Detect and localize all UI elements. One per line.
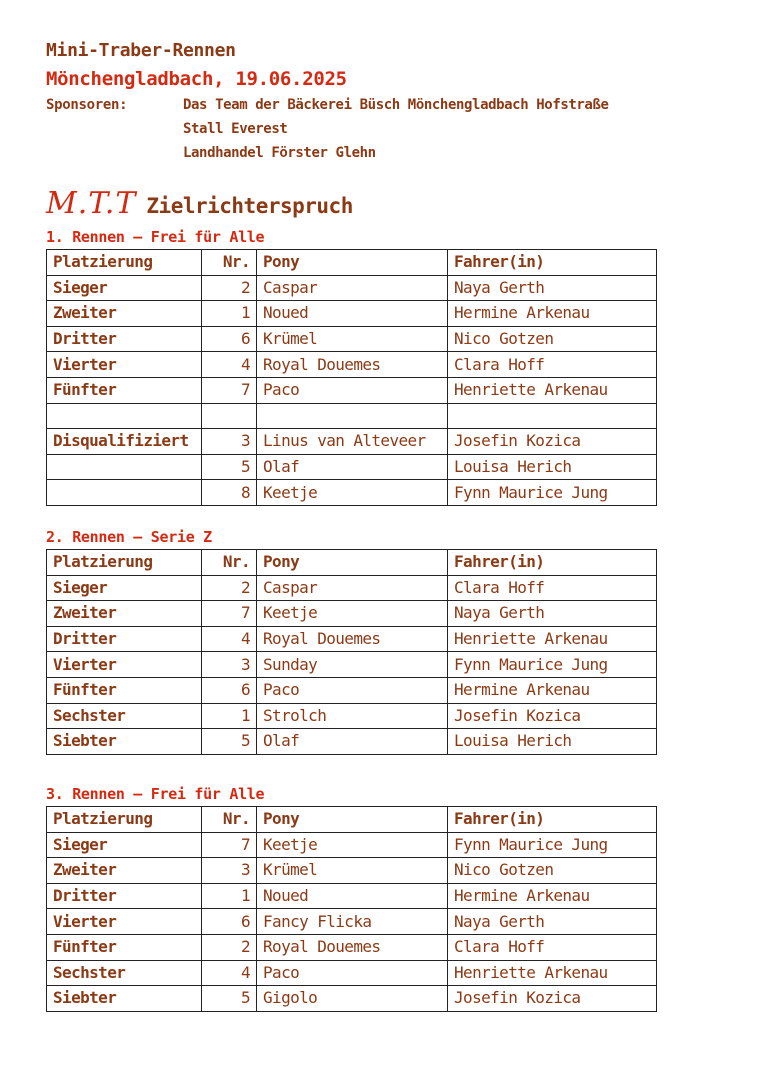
section-heading — [46, 186, 353, 221]
race-2-table — [46, 549, 657, 755]
driver-cell: Hermine Arkenau — [448, 677, 657, 703]
pony-cell: Strolch — [257, 703, 448, 729]
sponsor-line-3: Landhandel Förster Glehn — [183, 145, 376, 161]
placement-cell: Dritter — [47, 883, 202, 909]
table-row — [47, 986, 657, 1012]
placement-cell: Zweiter — [47, 858, 202, 884]
table-row — [47, 326, 657, 352]
driver-cell: Fynn Maurice Jung — [448, 832, 657, 858]
pony-cell: Caspar — [257, 275, 448, 301]
placement-cell: Sieger — [47, 275, 202, 301]
placement-cell: Sieger — [47, 832, 202, 858]
table-row — [47, 403, 657, 429]
driver-cell: Louisa Herich — [448, 729, 657, 755]
driver-cell: Fynn Maurice Jung — [448, 480, 657, 506]
column-header-platzierung: Platzierung — [47, 550, 202, 576]
mtt-logo: M.T.T — [46, 186, 137, 221]
table-row — [47, 275, 657, 301]
driver-cell — [448, 403, 657, 429]
placement-cell: Fünfter — [47, 377, 202, 403]
sponsor-line-1: Das Team der Bäckerei Büsch Mönchengladbach Hofstraße — [183, 97, 609, 113]
race-1-table — [46, 249, 657, 506]
table-row — [47, 626, 657, 652]
driver-cell: Henriette Arkenau — [448, 960, 657, 986]
driver-cell: Josefin Kozica — [448, 703, 657, 729]
placement-cell: Disqualifiziert — [47, 429, 202, 455]
table-header-row — [47, 807, 657, 833]
pony-cell: Linus van Alteveer — [257, 429, 448, 455]
pony-cell: Royal Douemes — [257, 352, 448, 378]
driver-cell: Clara Hoff — [448, 575, 657, 601]
number-cell: 1 — [202, 883, 257, 909]
pony-cell — [257, 403, 448, 429]
number-cell: 2 — [202, 575, 257, 601]
placement-cell: Fünfter — [47, 934, 202, 960]
driver-cell: Nico Gotzen — [448, 326, 657, 352]
race-1-title: 1. Rennen – Frei für Alle — [46, 228, 265, 246]
placement-cell: Siebter — [47, 729, 202, 755]
placement-cell: Vierter — [47, 352, 202, 378]
table-row — [47, 832, 657, 858]
pony-cell: Gigolo — [257, 986, 448, 1012]
driver-cell: Henriette Arkenau — [448, 626, 657, 652]
column-header-pony: Pony — [257, 807, 448, 833]
race-3-table — [46, 806, 657, 1012]
placement-cell — [47, 480, 202, 506]
table-row — [47, 575, 657, 601]
number-cell: 3 — [202, 652, 257, 678]
placement-cell: Sechster — [47, 703, 202, 729]
table-row — [47, 601, 657, 627]
number-cell: 3 — [202, 858, 257, 884]
pony-cell: Krümel — [257, 858, 448, 884]
placement-cell: Fünfter — [47, 677, 202, 703]
column-header-platzierung: Platzierung — [47, 250, 202, 276]
number-cell: 5 — [202, 454, 257, 480]
document-title: Mini-Traber-Rennen — [46, 40, 236, 61]
placement-cell: Siebter — [47, 986, 202, 1012]
number-cell: 6 — [202, 677, 257, 703]
pony-cell: Keetje — [257, 480, 448, 506]
placement-cell: Dritter — [47, 626, 202, 652]
pony-cell: Caspar — [257, 575, 448, 601]
placement-cell: Zweiter — [47, 601, 202, 627]
placement-cell: Vierter — [47, 909, 202, 935]
table-row — [47, 480, 657, 506]
sponsor-line-2: Stall Everest — [183, 121, 288, 137]
placement-cell — [47, 454, 202, 480]
driver-cell: Louisa Herich — [448, 454, 657, 480]
pony-cell: Fancy Flicka — [257, 909, 448, 935]
pony-cell: Royal Douemes — [257, 934, 448, 960]
number-cell: 4 — [202, 960, 257, 986]
table-row — [47, 858, 657, 884]
column-header-fahrer: Fahrer(in) — [448, 550, 657, 576]
pony-cell: Olaf — [257, 729, 448, 755]
race-2-title: 2. Rennen – Serie Z — [46, 528, 212, 546]
section-heading-text: Zielrichterspruch — [146, 194, 353, 218]
number-cell: 8 — [202, 480, 257, 506]
table-row — [47, 377, 657, 403]
table-row — [47, 883, 657, 909]
placement-cell: Sechster — [47, 960, 202, 986]
column-header-nr: Nr. — [202, 250, 257, 276]
table-row — [47, 677, 657, 703]
driver-cell: Clara Hoff — [448, 934, 657, 960]
driver-cell: Fynn Maurice Jung — [448, 652, 657, 678]
event-location-date: Mönchengladbach, 19.06.2025 — [46, 68, 347, 90]
column-header-platzierung: Platzierung — [47, 807, 202, 833]
number-cell: 7 — [202, 832, 257, 858]
pony-cell: Paco — [257, 960, 448, 986]
table-row — [47, 352, 657, 378]
table-row — [47, 934, 657, 960]
pony-cell: Olaf — [257, 454, 448, 480]
number-cell: 1 — [202, 301, 257, 327]
column-header-pony: Pony — [257, 250, 448, 276]
placement-cell: Vierter — [47, 652, 202, 678]
pony-cell: Paco — [257, 677, 448, 703]
pony-cell: Keetje — [257, 832, 448, 858]
table-header-row — [47, 250, 657, 276]
column-header-pony: Pony — [257, 550, 448, 576]
number-cell: 6 — [202, 326, 257, 352]
table-row — [47, 301, 657, 327]
placement-cell: Zweiter — [47, 301, 202, 327]
number-cell: 7 — [202, 377, 257, 403]
number-cell: 4 — [202, 352, 257, 378]
number-cell: 2 — [202, 934, 257, 960]
placement-cell: Dritter — [47, 326, 202, 352]
race-3-title: 3. Rennen – Frei für Alle — [46, 785, 265, 803]
number-cell: 4 — [202, 626, 257, 652]
number-cell — [202, 403, 257, 429]
table-row — [47, 729, 657, 755]
pony-cell: Noued — [257, 301, 448, 327]
table-row — [47, 454, 657, 480]
pony-cell: Sunday — [257, 652, 448, 678]
number-cell: 6 — [202, 909, 257, 935]
number-cell: 2 — [202, 275, 257, 301]
driver-cell: Henriette Arkenau — [448, 377, 657, 403]
pony-cell: Noued — [257, 883, 448, 909]
column-header-fahrer: Fahrer(in) — [448, 250, 657, 276]
column-header-nr: Nr. — [202, 550, 257, 576]
number-cell: 3 — [202, 429, 257, 455]
number-cell: 5 — [202, 729, 257, 755]
driver-cell: Clara Hoff — [448, 352, 657, 378]
table-row — [47, 909, 657, 935]
column-header-fahrer: Fahrer(in) — [448, 807, 657, 833]
pony-cell: Royal Douemes — [257, 626, 448, 652]
table-row — [47, 652, 657, 678]
driver-cell: Josefin Kozica — [448, 429, 657, 455]
driver-cell: Hermine Arkenau — [448, 883, 657, 909]
table-row — [47, 703, 657, 729]
pony-cell: Krümel — [257, 326, 448, 352]
driver-cell: Josefin Kozica — [448, 986, 657, 1012]
column-header-nr: Nr. — [202, 807, 257, 833]
pony-cell: Paco — [257, 377, 448, 403]
table-row — [47, 960, 657, 986]
driver-cell: Naya Gerth — [448, 909, 657, 935]
table-header-row — [47, 550, 657, 576]
placement-cell: Sieger — [47, 575, 202, 601]
driver-cell: Hermine Arkenau — [448, 301, 657, 327]
number-cell: 7 — [202, 601, 257, 627]
driver-cell: Naya Gerth — [448, 601, 657, 627]
table-row — [47, 429, 657, 455]
sponsors-label: Sponsoren: — [46, 97, 128, 113]
number-cell: 1 — [202, 703, 257, 729]
driver-cell: Naya Gerth — [448, 275, 657, 301]
driver-cell: Nico Gotzen — [448, 858, 657, 884]
placement-cell — [47, 403, 202, 429]
number-cell: 5 — [202, 986, 257, 1012]
pony-cell: Keetje — [257, 601, 448, 627]
